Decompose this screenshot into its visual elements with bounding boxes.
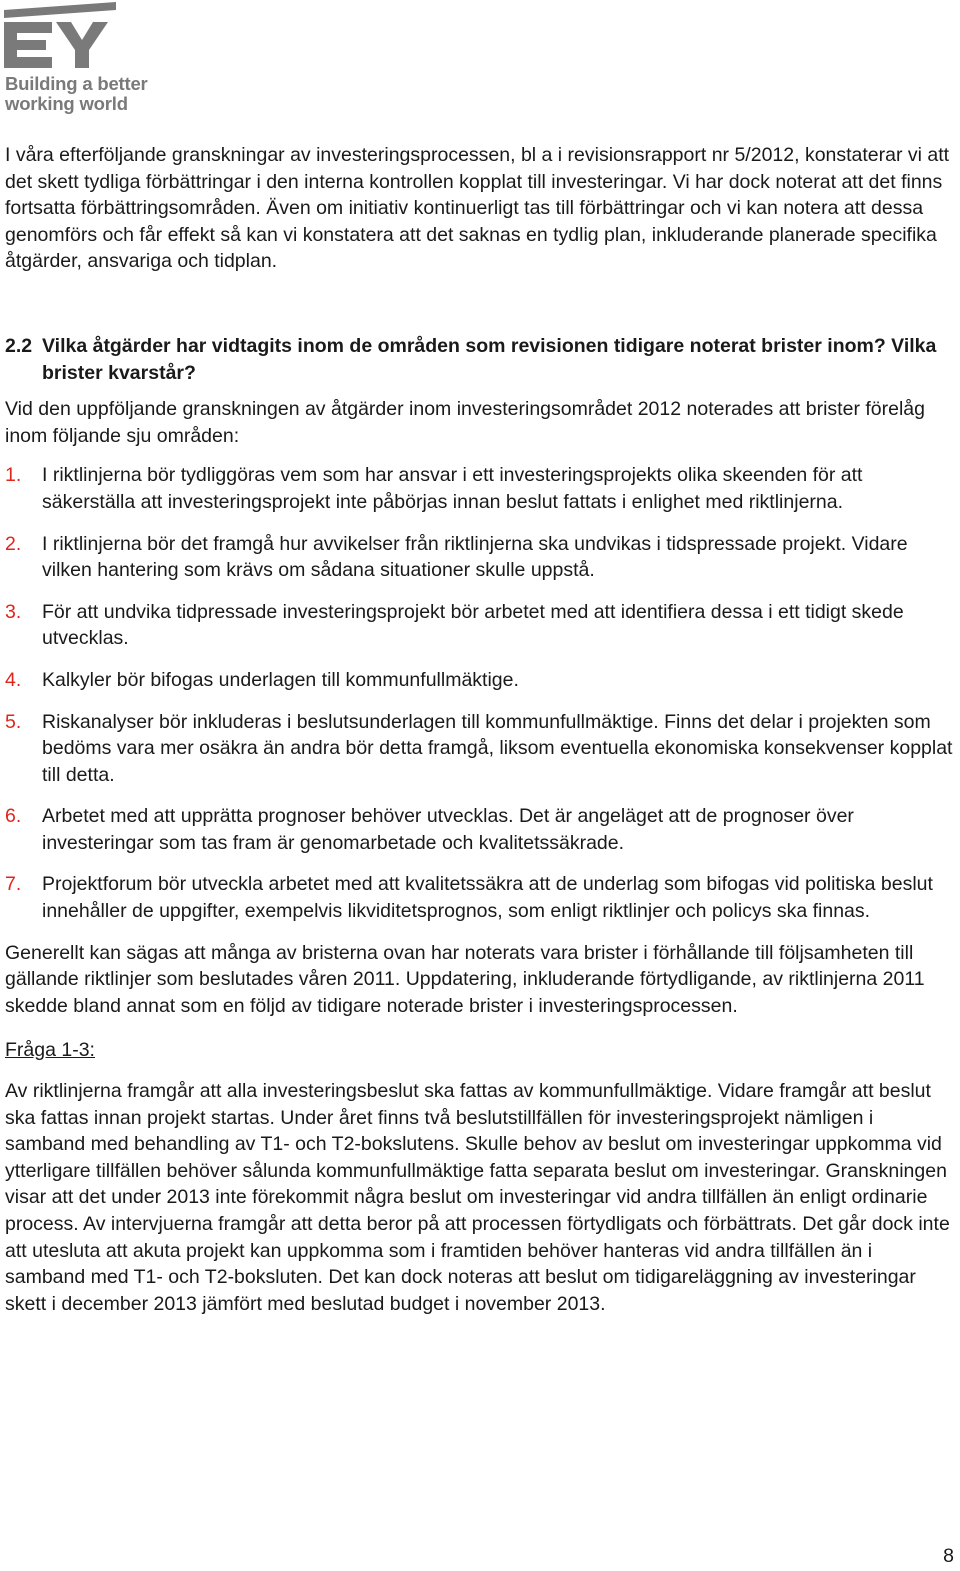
issues-list: [5, 462, 955, 924]
list-item-number: 5.: [5, 710, 22, 733]
answer-paragraph: Av riktlinjerna framgår att alla investeringsbeslut ska fattas av kommunfullmäktige. Vidare framgår att beslut ska fattas innan projekt startas. Under året finns två beslutstillfällen för investeringsprojekt nämligen i samband med behandling av T1- och T2-bokslutens. Skulle behov av beslut om investeringar uppkomma vid ytterligare tillfällen behöver sålunda kommunfullmäktige fatta separata beslut om investeringar. Granskningen visar att det under 2013 inte förekommit några beslut om investeringar vid andra tillfällen än enligt ordinarie process. Av intervjuerna framgår att detta beror på att processen förtydligats och förbättrats. Det går dock inte att utesluta att akuta projekt kan uppkomma som i framtiden behöver hanteras vid andra tillfällen än i samband med T1- och T2-boksluten. Det kan dock noteras att beslut om tidigareläggning av investeringar skett i december 2013 jämfört med beslutad budget i november 2013.: [5, 1080, 950, 1315]
document-body: [5, 142, 955, 1317]
list-item-text: För att undvika tidpressade investeringsprojekt bör arbetet med att identifiera dessa i ett tidigt skede utvecklas.: [42, 600, 904, 650]
list-item-text: Riskanalyser bör inkluderas i beslutsunderlagen till kommunfullmäktige. Finns det delar i projekten som bedöms vara mer osäkra än andra bör detta framgå, liksom eventuella ekonomiska konsekvenser kopplat till detta.: [42, 710, 953, 786]
section-number: 2.2: [5, 334, 33, 357]
list-item: [5, 462, 955, 515]
list-item: [5, 531, 955, 584]
ey-tagline-line2: working world: [5, 93, 128, 114]
list-item: [5, 803, 955, 856]
ey-tagline: [5, 74, 148, 114]
followup-paragraph: Vid den uppföljande granskningen av åtgärder inom investeringsområdet 2012 noterades att brister förelåg inom följande sju områden:: [5, 398, 925, 447]
list-item: [5, 599, 955, 652]
ey-logo-mark: [4, 2, 116, 68]
ey-logo: [4, 2, 174, 114]
list-item-number: 4.: [5, 668, 22, 691]
list-item-number: 1.: [5, 464, 22, 487]
list-item-text: I riktlinjerna bör det framgå hur avvikelser från riktlinjerna ska undvikas i tidspressade projekt. Vidare vilken hantering som krävs om sådana situationer skulle uppstå.: [42, 532, 908, 582]
intro-paragraph: I våra efterföljande granskningar av investeringsprocessen, bl a i revisionsrapport nr 5/2012, konstaterar vi att det skett tydliga förbättringar i den interna kontrollen kopplat till investeringar. Vi har dock noterat att det finns fortsatta förbättringsområden. Även om initiativ kontinuerligt tas till förbättringar och vi kan notera att dessa genomförs och får effekt så kan vi konstatera att det saknas en tydlig plan, inkluderande planerade specifika åtgärder, ansvariga och tidplan.: [5, 144, 950, 273]
list-item: [5, 667, 955, 694]
list-item-number: 3.: [5, 600, 22, 623]
summary-paragraph: Generellt kan sägas att många av bristerna ovan har noterats vara brister i förhållande till följsamheten till gällande riktlinjer som beslutades våren 2011. Uppdatering, inkluderande förtydligande, av riktlinjerna 2011 skedde bland annat som en följd av tidigare noterade brister i investeringsprocessen.: [5, 941, 925, 1017]
list-item: [5, 709, 955, 789]
ey-tagline-line1: Building a better: [5, 73, 148, 94]
list-item-number: 6.: [5, 805, 22, 828]
section-title: Vilka åtgärder har vidtagits inom de områden som revisionen tidigare noterat brister inom? Vilka brister kvarstår?: [42, 334, 937, 384]
question-label: Fråga 1-3:: [5, 1039, 95, 1062]
page-number: 8: [943, 1545, 954, 1567]
list-item-text: Projektforum bör utveckla arbetet med att kvalitetssäkra att de underlag som bifogas vid politiska beslut innehåller de uppgifter, exempelvis likviditetsprognos, som enligt riktlinjer och policys ska finnas.: [42, 873, 933, 923]
section-heading: [5, 333, 955, 386]
list-item: [5, 871, 955, 924]
list-item-text: I riktlinjerna bör tydliggöras vem som har ansvar i ett investeringsprojekts olika skeenden för att säkerställa att investeringsprojekt inte påbörjas innan beslut fattats i enlighet med riktlinjerna.: [42, 464, 863, 513]
list-item-text: Arbetet med att upprätta prognoser behöver utvecklas. Det är angeläget att de prognoser över investeringar som tas fram är genomarbetade och kvalitetssäkrade.: [42, 805, 854, 854]
list-item-text: Kalkyler bör bifogas underlagen till kommunfullmäktige.: [42, 668, 519, 691]
list-item-number: 2.: [5, 532, 22, 555]
list-item-number: 7.: [5, 873, 22, 896]
